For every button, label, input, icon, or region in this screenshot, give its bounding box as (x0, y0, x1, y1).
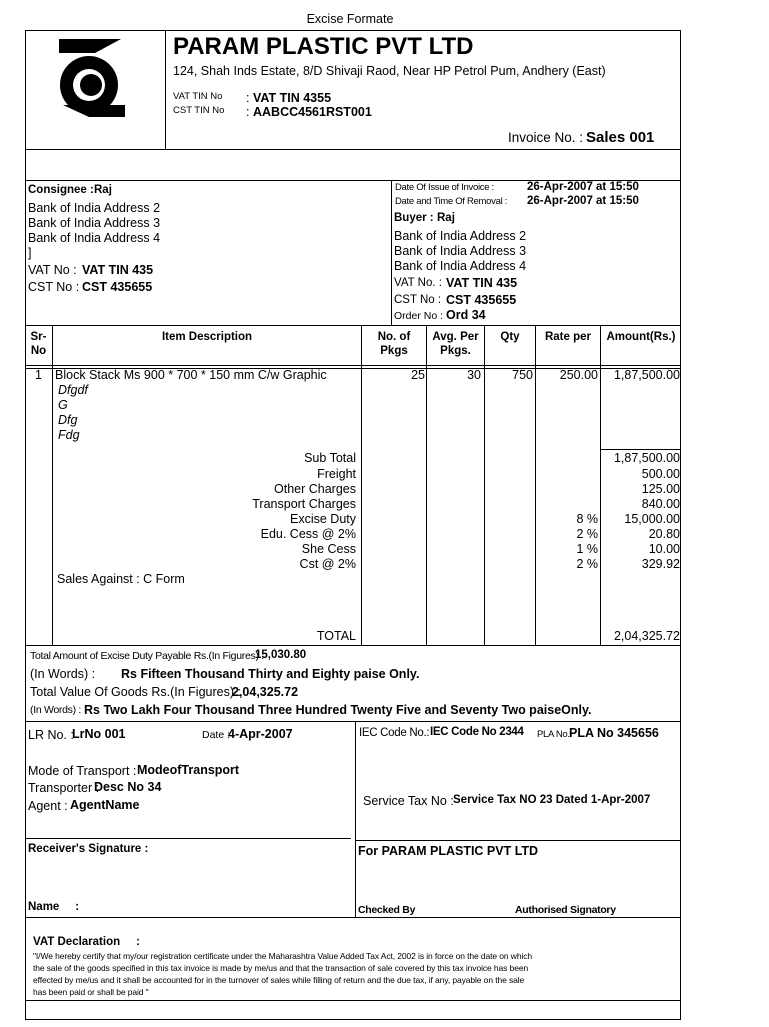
goods-words-label: (In Words) : (30, 704, 82, 716)
header-rate: Rate per (544, 331, 592, 343)
service-tax-value: Service Tax NO 23 Dated 1-Apr-2007 (453, 794, 651, 806)
service-tax-label: Service Tax No : (363, 794, 454, 808)
declaration-line: the sale of the goods specified in this tax invoice is made by me/us and that the transaction of sale covered by this tax invoice has been (33, 963, 529, 973)
issue-date-label: Date Of Issue of Invoice : (395, 182, 494, 193)
company-address: 124, Shah Inds Estate, 8/D Shivaji Raod, Near HP Petrol Pum, Andhery (East) (173, 64, 606, 78)
charge-amount: 840.00 (641, 497, 680, 511)
goods-figures-label: Total Value Of Goods Rs.(In Figures) : (30, 685, 241, 699)
mode-of-transport-value: ModeofTransport (137, 763, 240, 777)
charge-label: Freight (317, 467, 356, 481)
consignee-cst-label: CST No : (28, 280, 80, 294)
header-avg-2: Pkgs. (440, 345, 471, 357)
buyer-address-line: Bank of India Address 3 (394, 244, 527, 258)
item-qty: 750 (512, 368, 533, 382)
cst-tin-label: CST TIN No (173, 105, 225, 116)
invoice-no-label: Invoice No. : (508, 130, 584, 145)
vat-tin-colon: : (246, 91, 250, 105)
excise-figures-label: Total Amount of Excise Duty Payable Rs.(In Figures) : (30, 650, 264, 662)
charge-label: She Cess (301, 542, 356, 556)
charge-amount: 500.00 (641, 467, 680, 481)
charge-amount: 1,87,500.00 (613, 451, 680, 465)
consignee-cst-value: CST 435655 (82, 280, 153, 294)
header-qty: Qty (500, 331, 520, 343)
declaration-line: "I/We hereby certify that my/our registration certificate under the Maharashtra Value Added Tax Act, 2002 is in force on the date on which (33, 951, 533, 961)
company-name: PARAM PLASTIC PVT LTD (173, 33, 474, 60)
removal-date-label: Date and Time Of Removal : (395, 196, 508, 207)
page-title: Excise Formate (306, 12, 394, 26)
issue-date-value: 26-Apr-2007 at 15:50 (527, 181, 639, 193)
charge-label: Excise Duty (290, 512, 356, 526)
charge-label: Cst @ 2% (299, 557, 356, 571)
total-label: TOTAL (316, 629, 356, 643)
consignee-label: Consignee : (28, 184, 94, 196)
consignee-address-line: Bank of India Address 3 (28, 216, 161, 230)
receiver-name-label: Name : (28, 901, 80, 913)
buyer-cst-value: CST 435655 (446, 293, 517, 307)
charge-label: Sub Total (304, 451, 356, 465)
authorised-signatory: Authorised Signatory (515, 904, 616, 916)
charge-amount: 125.00 (641, 482, 680, 496)
transporter-value: Desc No 34 (94, 780, 162, 794)
header-avg: Avg. Per (432, 331, 479, 343)
order-no-label: Order No : (394, 310, 444, 322)
buyer-cst-label: CST No : (394, 294, 442, 306)
consignee-name: Raj (94, 184, 112, 196)
cst-tin-value: AABCC4561RST001 (253, 105, 372, 119)
iec-code-value: IEC Code No 2344 (430, 726, 524, 738)
agent-label: Agent : (28, 799, 68, 813)
item-sub-line: Fdg (58, 428, 80, 442)
buyer-address-line: Bank of India Address 4 (394, 259, 527, 273)
transporter-label: Transporter : (28, 781, 100, 795)
goods-words: Rs Two Lakh Four Thousand Three Hundred Twenty Five and Seventy Two paiseOnly. (84, 703, 592, 717)
charge-label: Edu. Cess @ 2% (260, 527, 356, 541)
excise-figures-value: 15,030.80 (255, 649, 307, 661)
iec-code-label: IEC Code No.: (359, 727, 430, 739)
item-rate: 250.00 (559, 368, 598, 382)
header-no: No (30, 345, 47, 357)
cst-tin-colon: : (246, 105, 250, 119)
charge-rate: 2 % (576, 557, 598, 571)
vat-tin-value: VAT TIN 4355 (253, 91, 332, 105)
lr-no-label: LR No. : (28, 728, 74, 742)
removal-date-value: 26-Apr-2007 at 15:50 (527, 195, 639, 207)
item-sr: 1 (35, 368, 42, 382)
header-sr: Sr- (30, 331, 47, 343)
charge-amount: 10.00 (648, 542, 680, 556)
item-amount: 1,87,500.00 (613, 368, 680, 382)
charge-amount: 329.92 (641, 557, 680, 571)
charge-label: Other Charges (274, 482, 356, 496)
invoice-no-value: Sales 001 (586, 129, 655, 146)
item-avg: 30 (467, 368, 481, 382)
item-sub-line: Dfgdf (58, 383, 88, 397)
consignee-vat-value: VAT TIN 435 (82, 263, 154, 277)
buyer-vat-value: VAT TIN 435 (446, 276, 518, 290)
sales-against: Sales Against : C Form (57, 572, 185, 586)
lr-date-label: Date : (202, 729, 231, 741)
charge-rate: 1 % (576, 542, 598, 556)
item-pkgs: 25 (411, 368, 425, 382)
agent-value: AgentName (70, 798, 140, 812)
charge-amount: 15,000.00 (624, 512, 680, 526)
declaration-line: has been paid or shall be paid " (33, 987, 149, 997)
excise-words: Rs Fifteen Thousand Thirty and Eighty paise Only. (121, 667, 420, 681)
item-sub-line: G (58, 398, 68, 412)
lr-date-value: 4-Apr-2007 (228, 727, 293, 741)
total-value: 2,04,325.72 (613, 629, 680, 643)
declaration-line: effected by me/us and it shall be accounted for in the turnover of sales while filling of return and the due tax, if any, payable on the sale (33, 975, 525, 985)
header-amount: Amount(Rs.) (606, 331, 676, 343)
buyer-name: Raj (437, 212, 455, 224)
consignee-address-line: Bank of India Address 4 (28, 231, 161, 245)
consignee-vat-label: VAT No : (28, 263, 77, 277)
buyer-address-line: Bank of India Address 2 (394, 229, 527, 243)
charge-rate: 2 % (576, 527, 598, 541)
vat-tin-label: VAT TIN No (173, 91, 223, 102)
receiver-signature-label: Receiver's Signature : (28, 843, 149, 855)
mode-of-transport-label: Mode of Transport : (28, 764, 137, 778)
charge-rate: 8 % (576, 512, 598, 526)
order-no-value: Ord 34 (446, 308, 486, 322)
pla-no-label: PLA No.: (537, 729, 573, 740)
for-company: For PARAM PLASTIC PVT LTD (358, 844, 539, 858)
charge-amount: 20.80 (648, 527, 680, 541)
checked-by: Checked By (358, 904, 416, 916)
lr-no-value: LrNo 001 (72, 727, 126, 741)
company-logo (55, 37, 127, 119)
excise-words-label: (In Words) : (30, 667, 96, 681)
consignee-address-line: ] (28, 246, 32, 260)
consignee-address-line: Bank of India Address 2 (28, 201, 161, 215)
header-pkgs: No. of (377, 331, 411, 343)
vat-declaration-title: VAT Declaration : (33, 936, 140, 948)
item-sub-line: Dfg (58, 413, 78, 427)
buyer-vat-label: VAT No. : (394, 277, 442, 289)
goods-figures-value: 2,04,325.72 (232, 685, 299, 699)
item-description: Block Stack Ms 900 * 700 * 150 mm C/w Graphic (55, 368, 327, 382)
header-pkgs-2: Pkgs (380, 345, 408, 357)
charge-label: Transport Charges (252, 497, 356, 511)
buyer-label: Buyer : (394, 212, 434, 224)
header-item-description: Item Description (161, 331, 253, 343)
pla-no-value: PLA No 345656 (569, 726, 659, 740)
